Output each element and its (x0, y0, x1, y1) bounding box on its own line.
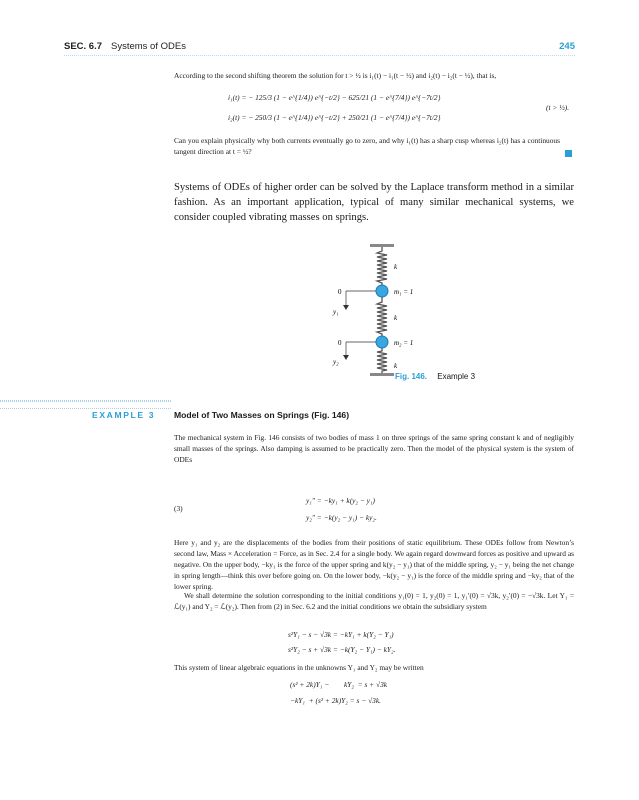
upper-spring (377, 247, 387, 285)
subsidiary-eq2: s²Y₂ − s + √3k = −k(Y₂ − Y₁) − kY₂. (288, 645, 396, 654)
figure-caption (395, 372, 475, 381)
subsidiary-eq1: s²Y₁ − s − √3k = −kY₁ + k(Y₂ − Y₁) (288, 630, 394, 639)
section-title: Systems of ODEs (111, 41, 186, 52)
example-paragraph-4: This system of linear algebraic equations in the unknowns Y₁ and Y₂ may be written (174, 663, 424, 672)
zero-label-2: 0 (338, 339, 342, 347)
example-label: EXAMPLE 3 (92, 410, 156, 420)
example-paragraph-3: We shall determine the solution corresponding to the initial conditions y₁(0) = 1, y₂(0) = 1, y₁′(0) = √3k, y₂′(0) = −√3k. Let Y₁ = ℒ(y₁) and Y₂ = ℒ(y₂). Then from (2) in Sec. 6.2 and the initial conditions we obtain the subsidiary system (174, 591, 574, 611)
equation-i1: i₁(t) = − 125/3 (1 − e^{1/4}) e^{−t/2} − 625/21 (1 − e^{7/4}) e^{−7t/2} (228, 93, 441, 102)
figure-146 (300, 240, 450, 385)
y2-arrow-icon (343, 355, 349, 360)
higher-order-paragraph: Systems of ODEs of higher order can be solved by the Laplace transform method in a similar fashion. As an important application, typical of many similar mechanical systems, we consider coupled vibrating masses on springs. (174, 182, 574, 223)
spring-k-middle: k (394, 314, 398, 322)
y1-arrow-icon (343, 305, 349, 310)
page-number: 245 (559, 41, 575, 52)
example-rule-lower (0, 408, 171, 409)
equation-i2: i₂(t) = − 250/3 (1 − e^{1/4}) e^{−t/2} + 250/21 (1 − e^{7/4}) e^{−7t/2} (228, 113, 441, 122)
section-number: SEC. 6.7 (64, 41, 103, 52)
equation-number-3: (3) (174, 504, 183, 513)
lower-spring (377, 348, 387, 373)
middle-spring (377, 297, 387, 336)
zero-label-1: 0 (338, 288, 342, 296)
y2-label: y₂ (333, 358, 339, 366)
header-rule (64, 55, 575, 56)
equation-condition: (t > ½). (546, 103, 570, 112)
figure-caption-text: Example 3 (437, 372, 476, 381)
spring-k-lower: k (394, 362, 398, 370)
example-title: Model of Two Masses on Springs (Fig. 146) (174, 410, 350, 420)
example-paragraph-1: The mechanical system in Fig. 146 consists of two bodies of mass 1 on three springs of the same spring constant k and of negligibly small masses of the springs. Also damping is assumed to be practically zero. Then the model of the physical system is the system of ODEs (174, 433, 574, 464)
figure-caption-label: Fig. 146. (395, 372, 428, 381)
bottom-support (370, 373, 394, 376)
example-paragraph-2: Here y₁ and y₂ are the displacements of the bodies from their positions of static equilibrium. These ODEs follow from Newton’s second law, Mass × Acceleration = Force, as in Sec. 2.4 for a single body. We again regard downward forces as positive and upward as negative. On the upper body, −ky₁ is the force of the upper spring and k(y₂ − y₁) that of the middle spring, y₂ − y₁ being the net change in spring length—think this over before going on. On the lower body, −k(y₂ − y₁) is the force of the middle spring and −ky₂ that of the lower spring. (174, 538, 574, 591)
mass-1-label: m₁ = 1 (394, 288, 414, 296)
linear-eq2: −kY₁ + (s² + 2k)Y₂ = s − √3k. (290, 696, 381, 705)
running-head (0, 0, 639, 58)
ode-system-eq2: y₂″ = −k(y₂ − y₁) − ky₂. (306, 513, 377, 522)
ode-system-eq1: y₁″ = −ky₁ + k(y₂ − y₁) (306, 496, 375, 505)
example-rule (0, 400, 171, 402)
end-of-example-marker (565, 150, 572, 157)
spring-mass-diagram (300, 240, 450, 385)
top-support (370, 244, 394, 247)
mass-1 (376, 285, 388, 297)
intro-text: According to the second shifting theorem the solution for t > ½ is i₁(t) − i₁(t − ½) and i₂(t) − i₂(t − ½), that is, (174, 71, 497, 80)
intro-question: Can you explain physically why both currents eventually go to zero, and why i₁(t) has a sharp cusp whereas i₂(t) has a continuous tangent direction at t = ½? (174, 136, 560, 156)
linear-eq1: (s² + 2k)Y₁ − kY₂ = s + √3k (290, 680, 388, 689)
mass-2 (376, 336, 388, 348)
mass-2-label: m₂ = 1 (394, 339, 414, 347)
y1-label: y₁ (333, 308, 339, 316)
spring-k-upper: k (394, 263, 398, 271)
